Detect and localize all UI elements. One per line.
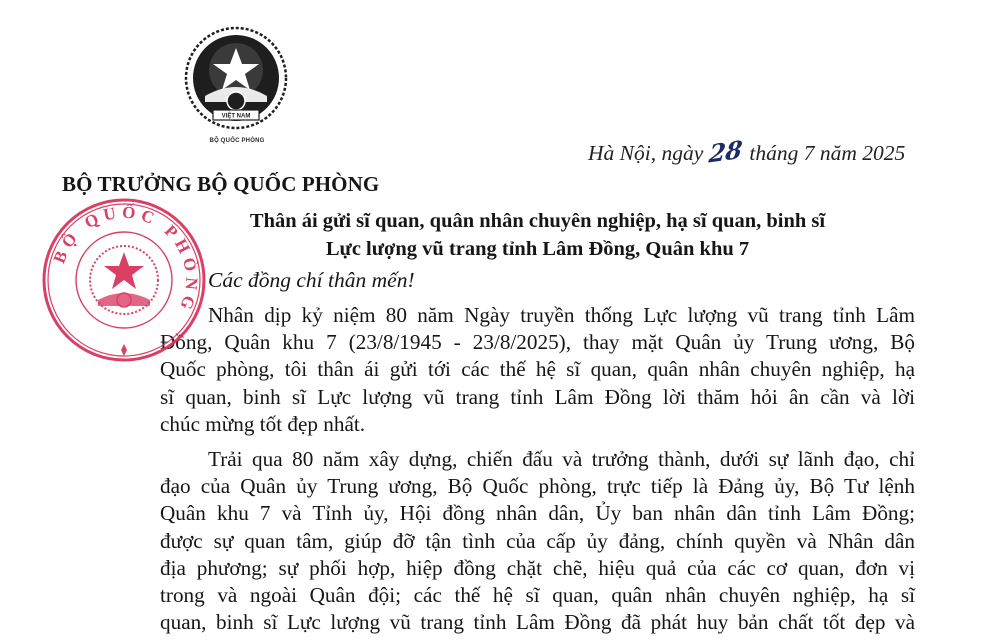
paragraph-line: được sự quan tâm, giúp đỡ tận tình của cấp ủy đảng, chính quyền và Nhân dân [160, 528, 915, 553]
paragraph-line: trong và ngoài Quân đội; các thế hệ sĩ quan, quân nhân chuyên nghiệp, hạ sĩ [160, 583, 915, 608]
subject-line-2: Lực lượng vũ trang tỉnh Lâm Đồng, Quân khu 7 [325, 238, 750, 260]
date-prefix: Hà Nội, ngày [588, 141, 704, 165]
paragraph-line: Nhân dịp kỷ niệm 80 năm Ngày truyền thống Lực lượng vũ trang tỉnh Lâm [208, 303, 915, 327]
date-suffix: tháng 7 năm 2025 [749, 141, 906, 165]
official-seal-stamp [40, 196, 208, 364]
paragraph-line: địa phương; sự phối hợp, hiệp đồng chặt chẽ, hiệu quả của các cơ quan, đơn vị [160, 555, 915, 580]
paragraph-line: đạo của Quân ủy Trung ương, Bộ Quốc phòng, trực tiếp là Đảng ủy, Bộ Tư lệnh [160, 474, 915, 499]
date-line [588, 134, 906, 169]
seal-ring-text: BỘ QUỐC PHÒNG [49, 202, 202, 317]
body-paragraph-1 [160, 302, 915, 438]
paragraph-line: Quân khu 7 và Tỉnh ủy, Hội đồng nhân dân, Ủy ban nhân dân tỉnh Lâm Đồng; [160, 501, 915, 526]
emblem-ribbon-text: VIỆT NAM [221, 113, 251, 120]
paragraph-line: chúc mừng tốt đẹp nhất. [160, 411, 366, 436]
paragraph-line: Trải qua 80 năm xây dựng, chiến đấu và trưởng thành, dưới sự lãnh đạo, chỉ [208, 447, 915, 471]
paragraph-line: Quốc phòng, tôi thân ái gửi tới các thế hệ sĩ quan, quân nhân chuyên nghiệp, hạ [160, 357, 915, 382]
paragraph-line: quan, binh sĩ Lực lượng vũ trang tỉnh Lâm Đồng đã phát huy bản chất tốt đẹp và [160, 610, 915, 635]
subject-line-1: Thân ái gửi sĩ quan, quân nhân chuyên nghiệp, hạ sĩ quan, binh sĩ [249, 210, 826, 232]
date-day-handwritten: 28 [707, 134, 744, 169]
paragraph-line: Đồng, Quân khu 7 (23/8/1945 - 23/8/2025), thay mặt Quân ủy Trung ương, Bộ [160, 330, 915, 355]
national-emblem-icon [183, 26, 289, 132]
paragraph-line: sĩ quan, binh sĩ Lực lượng vũ trang tỉnh Lâm Đồng lời thăm hỏi ân cần và lời [160, 384, 915, 409]
body-paragraph-2 [160, 446, 915, 636]
sender-heading: BỘ TRƯỞNG BỘ QUỐC PHÒNG [62, 172, 380, 196]
emblem-caption: BỘ QUỐC PHÒNG [209, 138, 265, 144]
greeting: Các đồng chí thân mến! [208, 268, 415, 292]
